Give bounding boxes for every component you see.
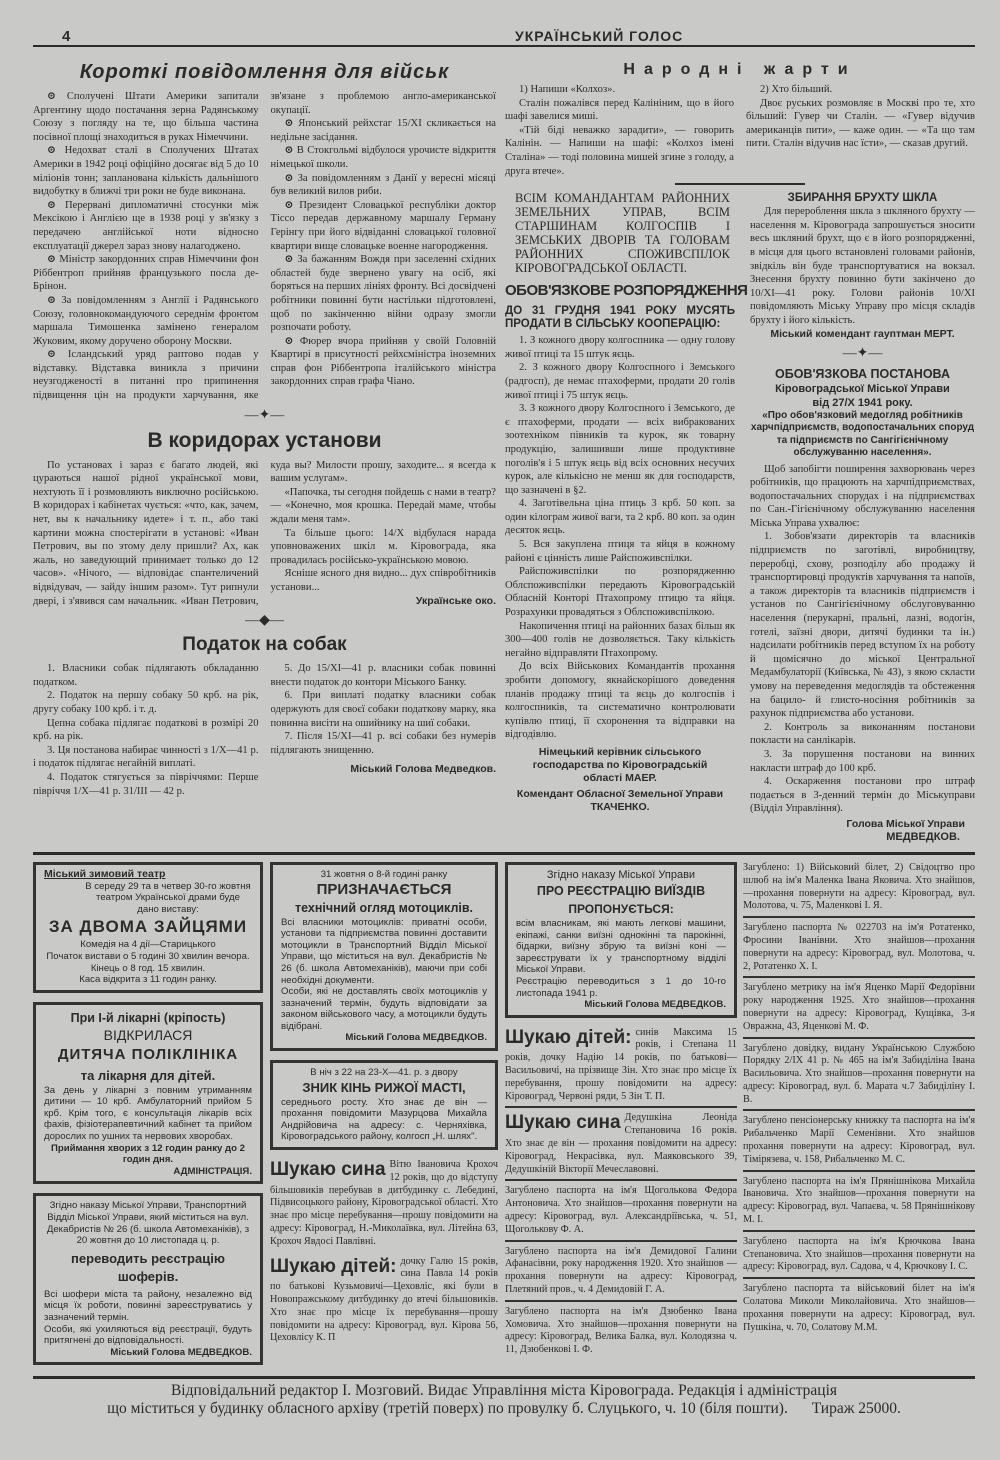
ad-text: 31 жовтня о 8-й годині ранку [320,868,448,880]
medical-body [750,463,975,816]
bullet-icon: ⊙ [47,199,65,211]
lost-notice: Загублено паспорта на ім'я Крючкова Івана Степановича. Хто знайшов—прохання повернути на адресу: Кіровоград, вул. Садова, ч 4, Крючкову І. С. [743,1236,975,1279]
paragraph: 1. З кожного двору колгоспника — одну голову живої птиці та 15 штук яєць. [505,335,735,360]
corridors-title: В коридорах установи [147,428,382,452]
news-item: ⊙ Фюрер вчора прийняв у своїй Головній Квартирі в присутності рейхсміністра іноземних справ фон Ріббентропа італійського міністра закордонних справ графа Чіано. [270,335,497,388]
ad-signature: Міський Голова МЕДВЕДКОВ. [584,999,726,1011]
bullet-icon: ⊙ [47,349,68,361]
ad-lost-horse [270,1060,498,1150]
divider [675,183,805,185]
paragraph: 1. Зобов'язати директорів та власників підприємств по заготівлі, виробництву, переробці, схову, розподілу або продажу й транспортировці продуктів харчування та напоїв, а також директорів та власників підприємств і установ по Сангігієнічному обслуговуванню населення (перукарні, пральні, лазні, водогін, готелі, заїзні двори, дитячі будинки та ін.) надсилати робітників перед вступом їх на роботу й щомісячно до міської Центральної Медамбулаторії (Київська, № 43), з якою скласти умову на переведення медоглядів та обстеження на бацило- й глисто-носіння робітників за рахунок підприємства або установи. [750,531,975,720]
ad-text: ПРОПОНУЄТЬСЯ: [568,901,674,916]
ornament-divider: —✦— [244,407,285,423]
bullet-icon: ⊙ [284,335,300,347]
ad-heading: Міський зимовий театр [44,867,166,880]
ads-column-4 [743,862,975,1342]
paragraph: Двоє руських розмовляє в Москві про те, хто більший: Гувер чи Сталін. — «Гувер відучив американців пити», — каже один. — «Та що там пити. Сталін відучив нас їсти», — сказав другий. [746,97,975,150]
notices-column [750,191,975,844]
ad-seek-son-1 [270,1159,498,1252]
ad-text: всім власникам, які мають легкові машини, екіпажі, санки виїзні однокінні та парокінні, бідарки, виїзну збрую та виїзні коні — зареєструвати їх у транспортному відділі Міської Управи. [516,917,726,976]
corridors-signature: Українське око. [415,594,496,607]
bullet-icon: ⊙ [284,145,297,157]
ornament-divider: —◆— [245,613,284,629]
paragraph: Цепна собака підлягає податкові в розмірі 20 крб. на рік. [33,717,259,743]
paragraph: Щоб запобігти поширення захворювань через робітників, що працюють на харчпідприємствах, водопостачальних спорудах і на підприємствах по Сан.-Гігієнічному обслужуванню населення Міська Управа ухвалює: [750,463,975,529]
paragraph: Для перероблення шкла з шкляного брухту — населення м. Кіровограда запрошується зносити весь шкляний брухт, що є в його розпорядженні, в місця для цього встановлені головами районів, звідкіль він буде транспортуватися на вокзал. Знесення брухту повинно бути закінчено до 10/XI—41 року. Голови районів 10/XI повідомляють Міську Управу про місця складів брухту і його кількість. [750,206,975,326]
bullet-icon: ⊙ [47,145,65,157]
jokes-body [505,83,975,178]
ads-column-1 [33,862,263,1374]
ad-text: синів Максима 15 років, і Степана 11 років, дочку Надію 14 років, по батькові—Васильовичі, на прізвище Зін. Хто знає про місце їх перебування, прошу повідомити на адресу: Кіровоград, Червоні ряди, 5 Зін Т. П. [505,1026,737,1102]
ad-text: Всі шофери міста та району, незалежно від місця їх роботи, повинні зареєструватись у зазначений термін. [44,1288,252,1323]
lost-notice: Загублено пенсіонерську книжку та паспорта на ім'я Рибальченко Марії Семенівни. Хто знайшов прохання повернути на адресу: Кіровоград, вул. Тімірязева, ч. 158, Рибальченко М. С. [743,1115,975,1171]
ad-signature: Міський Голова МЕДВЕДКОВ. [110,1346,252,1358]
lost-notice: Загублено паспорта № 022703 на ім'я Ротатенко, Фросини Іванівни. Хто знайшов—прохання повернути на адресу: Кіровоград, вул. Молотова, ч. 2, Ротатенко Х. І. [743,922,975,978]
ad-text: Комедія на 4 дії—Старицького [80,939,216,951]
news-item: ⊙ Президент Словацької республіки доктор Тіссо передав державному маршалу Герману Герінгу при його відвіданні словацької головної квартири вище словацьке военне нагородження. [270,199,496,252]
ad-heading: Шукаю дітей: [270,1255,397,1277]
bullet-icon: ⊙ [284,118,299,130]
ad-vehicle-registration [505,862,737,1018]
ad-moto-title: ПРИЗНАЧАЄТЬСЯ [316,880,452,898]
ad-text: При І-й лікарні (кріпость) [70,1010,226,1025]
news-item: ⊙ Ісландський уряд раптово подав у відставку. Відставка виникла з причини неузгодженості в питанні про припинення підвищення цін на продукти харчування, яке зв'язане з проблемою англо-американської окупації. [33,91,496,402]
bullet-icon: ⊙ [47,294,62,306]
news-item: ⊙ За бажанням Вождя при заселенні східних областей буде звернено увагу на осіб, які боряться на перших лініях фронту. Всі досвідчені робітники повинні бути настільки підготовлені, щоб по закінченню війни одразу змогли розпочати роботу. [270,254,496,334]
lost-notice: Загублено паспорта та військовий білет на ім'я Солатова Миколи Миколайовича. Хто знайшов—прохання повернути на адресу: Кіровоград, вул. Пушкіна, ч. 70, Солатову М.М. [743,1283,975,1333]
news-item: ⊙ В Стокгольмі відбулося урочисте відкриття німецької школи. [270,145,496,170]
dog-tax-body [33,662,496,798]
medical-sub1: Кіровоградської Міської Управи [775,382,950,395]
ad-text: За день у лікарні з повним утриманням дитини — 10 крб. Амбулаторний прийом 5 крб. Крім того, є консультація лікарів всіх фахів, фізіотерапевтичний кабінет та прийом дорослих по ушних та нервових хворобах. [44,1084,252,1143]
ad-seek-children-1 [270,1256,498,1349]
ad-clinic-title: ДИТЯЧА ПОЛІКЛІНІКА [57,1045,239,1063]
upper-section [33,61,975,844]
medical-date: від 27/X 1941 року. [812,396,913,409]
lost-notice: Загублено: 1) Військовий білет, 2) Свідоцтво про шлюб на ім'я Маленка Івана Яковича. Хто знайшов,—прохання повернути на адресу: Кіровоград, вул. Молотова, ч. 75, Маленкові І. Я. [743,862,975,918]
paragraph: 3. З кожного двору Колгоспного і Земського, де є птахоферми, продати — всіх вибракованих зоотехніком півників та курок, як товарну продукцію, залишивши лише продуктивне поголів'я і 5 штук яєць від всіх основних несучих курок, але кількісно не менш як для господарств, що зазначені в §2. [505,403,735,496]
paragraph: 2. З кожного двору Колгоспного і Земського (радгосп), де немає птахоферми, продати 20 голів живої птиці і 75 штук яєць. [505,362,735,401]
glass-title: ЗБИРАННЯ БРУХТУ ШКЛА [787,192,938,205]
paragraph: 1) Напиши «Колхоз». [519,84,616,95]
paragraph: Накопичення птиці на районних базах більш як 300—400 голів не дозволяється. Таку кількість негайно відправляти Птахопрому. [505,620,735,659]
bullet-icon: ⊙ [284,172,298,184]
paragraph: 1. Власники собак підлягають обкладанню податком. [33,663,259,688]
lost-notice: Загублено паспорта на ім'я Щоголькова Федора Антоновича. Хто знайшов—прохання повернути на адресу: Кіровоград, вул. Александріївська, ч. 51, Щоголькову Ф. А. [505,1185,737,1241]
circulation: Тираж 25000. [811,1400,901,1418]
dog-tax-title: Податок на собак [182,634,347,656]
ad-text: Згідно наказу Міської Управи [546,868,696,881]
ad-signature: Міський Голова МЕДВЕДКОВ. [345,1032,487,1044]
newspaper-title: УКРАЇНСЬКИЙ ГОЛОС [515,28,684,44]
paragraph: 6. При виплаті податку власники собак одержують для своєї собаки податкову марку, яка повинна висіти на ошийнику на шиї собаки. [270,690,496,729]
lost-notice: Загублено паспорта на ім'я Прянішнікова Михайла Івановича. Хто знайшов—прохання повернути на адресу: Кіровоград, вул. Чапаєва, ч. 58 Прянішнікову М. І. [743,1176,975,1232]
paragraph: 4. Заготівельна ціна птиць 3 крб. 50 коп. за один кілограм живої ваги, та 2 крб. 80 коп. за один десяток яєць. [505,498,735,537]
ad-signature: АДМІНІСТРАЦІЯ. [173,1165,252,1177]
ad-clinic [33,1002,263,1185]
ad-seek-children-2 [505,1027,737,1109]
ad-play-title: ЗА ДВОМА ЗАЙЦЯМИ [48,917,248,937]
ad-text: Реєстрацію переводиться з 1 до 10-го листопада 1941 р. [516,975,726,999]
paragraph: Сталін пожалівся перед Калініним, що в його шафі завелися миші. [505,97,734,123]
paragraph: 5. До 15/XI—41 р. власники собак повинні внести податок до контори Міського Банку. [270,663,496,688]
short-news-body [33,90,496,403]
paragraph: 7. Після 15/XI—41 р. всі собаки без нумерів підлягають знищенню. [270,731,496,756]
ads-section [33,862,975,1374]
paragraph: Райспоживспілки по розпорядженню Облспоживспілки передають Кіровоградській Обласній Конторі Птахопрому птицю та яйця. Розрахунки провадяться з Облспоживспілкою. [505,566,735,619]
ad-text: Особи, які не доставлять своїх мотоциклів у зазначений термін, будуть відповідати за законом військового часу, а мотоцикли будуть відібрані. [281,986,487,1032]
ornament-divider: —✦— [842,345,883,361]
ad-heading: Шукаю дітей: [505,1026,632,1048]
paragraph: 5. Вся закуплена птиця та яйця в кожному районі є цінність лише Райспоживспілки. [505,539,735,564]
paragraph: 3. Ця постанова набирає чинності з 1/X—41 р. і податок підлягає негайній виплаті. [33,744,259,770]
ad-text: та лікарня для дітей. [80,1067,216,1083]
ad-drivers [33,1193,263,1365]
medical-subject: «Про обов'язковий медогляд робітників харчпідприємств, водопостачальних споруд та підприємств по Сангігієнічному обслужуванню населення». [750,409,975,458]
right-half [505,61,975,844]
footer-line-1: Відповідальний редактор І. Мозговий. Видає Управління міста Кіровограда. Редакція і адміністрація [170,1382,838,1400]
ad-text: Особи, які ухиляються від реєстрації, будуть притягнені до відповідальності. [44,1323,252,1347]
paragraph: 2. Податок на першу собаку 50 крб. на рік, другу собаку 100 крб. і т. д. [33,690,259,715]
bullet-icon: ⊙ [47,91,67,102]
ads-column-2 [270,862,498,1352]
ad-text: ВІДКРИЛАСЯ [103,1026,193,1043]
lost-notice: Загублено паспорта на ім'я Демидової Галини Афанасівни, року народження 1920. Хто знайшов —прохання повернути на адресу: Кіровоград, Плетяний пров., ч. 4 Демидовій Г. А. [505,1246,737,1302]
medical-title: ОБОВ'ЯЗКОВА ПОСТАНОВА [775,366,950,381]
ad-text: технічний огляд мотоциклів. [294,900,474,915]
ad-text: середнього росту. Хто знає де він — прохання повідомити Мазурцова Михайла Андрійовича на адресу: с. Черняхівка, Кіровоградського району, колгосп „Н. шлях". [281,1096,487,1143]
ad-seek-son-2 [505,1112,737,1181]
ad-text: Каса відкрита з 11 годин ранку. [79,974,217,986]
medical-signature-name: МЕДВЕДКОВ. [886,830,960,843]
poultry-headline: ОБОВ'ЯЗКОВЕ РОЗПОРЯДЖЕННЯ [505,282,748,300]
paragraph: 3. За порушення постанови на винних накласти штраф до 100 крб. [750,748,975,774]
news-item: ⊙ Японський рейхстаг 15/XI скликається на недільне засідання. [270,118,496,143]
poultry-signature-tkachenko: Комендант Обласної Земельної Управи ТКАЧЕНКО. [516,787,724,813]
footer-line-2: що міститься у будинку обласного архіву (третій поверх) по провулку б. Слуцького, ч. 10 (біля пошти). [107,1400,788,1418]
ad-vehicles-title: ПРО РЕЄСТРАЦІЮ ВИЇЗДІВ [536,883,706,898]
page-number: 4 [62,28,71,45]
news-item: ⊙ За повідомленням з Англії і Радянського Союзу, головнокомандуючого середнім фронтом маршала Тимошенка замінено генералом Жуковим, якому доручено оборону Москви. [33,294,259,347]
paragraph: По установах і зараз є багато людей, які цураються нашої рідної української мови, нехтують її і розмовляють виключно російською. В коридорах і кабінетах чується: «что, как, зачем, нет, вы к начальнику идете» і т. п., або такі картини можна спостерігати в установі: «Иван Петрович, вы по этому делу пришли? Ах, как жаль, но заведующий принимает только до 12 часов». «Нічого, — відповідає спантеличений відвідувач, — зайду іншим разом». Тут рипнули двері, і з'явився сам начальник. «Иван Петрович, куда вы? Милости прошу, заходите... я всегда к вашим услугам». [33,459,496,607]
ad-drivers-title: переводить реєстрацію шоферів. [71,1250,225,1284]
news-item: ⊙ За повідомленням з Данії у вересні місяці був великий вилов риби. [270,172,496,198]
ad-text: Вітю Івановича Крохоч 12 років, що до відступу більшовиків перебував в дитбудинку с. Лебедині, Підвисоцького району, Кіровоградської області. Хто знає про місце перебування—прошу повідомити на адресу: Кіровоград, Н.-Миколаївка, вул. Літейна 63, Крохоч Явдосі Павлівні. [270,1159,498,1247]
paragraph: 4. Податок стягується за півріччями: Перше півріччя 1/X—41 р. 31/III — 42 р. [33,771,259,797]
poultry-body [505,334,735,742]
bullet-icon: ⊙ [284,254,298,266]
lost-notice: Загублено довідку, видану Українською Службою Порядку 2/IX 41 р. № 465 на ім'я Забиділіна Івана Васильовича. Хто знайшов—прохання повернути на адресу: Кіровоград, вул. б. Марата ч.7 Забиділіну І. В. [743,1043,975,1112]
ad-text: Згідно наказу Міської Управи, Транспортний Відділ Міської Управи, який міститься на вул. Декабристів № 26 (б. школа Автомеханіків), з 20 жовтня до 10 листопада ц. р. [46,1200,250,1247]
poultry-signature-maer: Німецький керівник сільського господарства по Кіровоградській області МАЕР. [532,745,708,784]
ad-text: Початок вистави о 5 годині 30 хвилин вечора. Кінець о 8 год. 15 хвилин. [46,950,250,974]
corridors-body [33,459,496,609]
news-item: ⊙ Сполучені Штати Америки запитали Аргентину щодо постачання зерна Радянському Союзу з погляду на те, що більша частина посівної площі знаходиться в руках Німеччини. [33,91,259,143]
paragraph: «Тій біді неважко зарадити», — говорить Калінін. — Напиши на шафі: «Колхоз імені Сталіна» — тоді половина мишей згине з голоду, а друга втече». [505,124,734,177]
section-rule [33,852,975,855]
paragraph: Та більше цього: 14/X відбулася нарада уповноважених шкіл м. Кіровограда, яка провадилась російсько-українською мовою. [270,527,496,566]
left-column [33,61,496,798]
bullet-icon: ⊙ [284,199,300,211]
poultry-subhead: ДО 31 ГРУДНЯ 1941 РОКУ МУСЯТЬ ПРОДАТИ В СІЛЬСЬКУ КООПЕРАЦІЮ: [505,305,735,331]
news-item: ⊙ Перервані дипломатичні стосунки між Мексікою і Англією ще в 1938 році у зв'язку з передачею англійської ноти відносно експлуатації джерел зараз знову налагоджено. [33,199,259,252]
poultry-appeal: ВСІМ КОМАНДАНТАМ РАЙОННИХ ЗЕМЕЛЬНИХ УПРАВ, ВСІМ СТАРШИНАМ КОЛГОСПІВ І ЗЕМСЬКИХ ДВОРІВ ТА ГОЛОВАМ РАЙОННИХ СПОЖИВСПІЛОК КІРОВОГРАДСЬКОЇ ОБЛАСТІ. [515,191,730,276]
glass-text [750,205,975,327]
news-item: ⊙ Міністр закордонних справ Німеччини фон Ріббентроп прийняв французького посла де-Брінон. [33,254,259,293]
ad-text: В середу 29 та в четвер 30-го жовтня театром Української драми буде дано виставу: [85,880,251,915]
medical-signature-title: Голова Міської Управи [846,817,965,830]
ad-motorcycles [270,862,498,1051]
paragraph: 2. Контроль за виконанням постанови покласти на санлікарів. [750,721,975,747]
dog-tax-signature: Міський Голова Медведков. [350,763,496,776]
poultry-column [505,191,748,814]
ad-text: дочку Галю 15 років, сина Павла 14 років по батькові Кузьмовичі—Цеховліс, які були в Новопражському дитбудинку до втечі більшовиків. Хто знає про місце їх перебування—прошу повідомити на адресу: Кіровоград, вул. Кірова 56, Цеховлісу К. П [270,1255,498,1344]
paragraph: До всіх Військових Командантів прохання зробити допомогу, якнайскорішого доведення планів продажу птиці та яєць до колгоспів і колгоспників, та систематично контролювати купівлю птиці, її схоронення та відправки на відгодівлю. [505,661,735,741]
ad-text: Всі власники мотоциклів: приватні особи, установи та підприємства повинні доставити мотоцикли в Транспортний Відділ Міської Управи, що міститься на вул. Декабристів № 26 (б. школа Автомеханіків), маючи при собі необхідні документи. [281,916,487,986]
short-news-title: Короткі повідомлення для військ [79,61,450,83]
jokes-title: Народні жарти [623,61,857,78]
ads-column-3 [505,862,737,1364]
glass-signature: Міський комендант гауптман МЕРТ. [770,327,955,340]
ad-text: Приймання хворих з 12 годин ранку до 2 годин дня. [50,1142,245,1166]
ad-text: Дедушкіна Леоніда Степановича 16 років. Хто знає де він — прохання повідомити на адресу: Кіровоград, Некрасівка, вул. Маяковського 39, Дедушкіній Вікторії Мечеславовні. [505,1112,737,1175]
ad-heading: Шукаю сина [505,1112,621,1134]
lost-notice: Загублено метрику на ім'я Яценко Марії Федорівни року народження 1925. Хто знайшов—прохання повернути на адресу: Кіровоград, Кущівка, 3-я Овражна, 43, Яценкові М. Ф. [743,982,975,1038]
news-item: ⊙ Недохват сталі в Сполучених Штатах Америки в 1942 році офіційно досягає від 5 до 10 мілiонів тонн; запланована кількість дальнішого видобутку в ближчі три роки не буде виконана. [33,145,259,198]
bullet-icon: ⊙ [47,254,60,266]
paragraph: Ясніше ясного дня видно... дух співробітників установи... [270,568,496,593]
paragraph: «Папочка, ты сегодня пойдешь с нами в театр? — «Конечно, моя крошка. Передай маме, чтобы ждали меня там». [270,486,497,526]
ad-text: В ніч з 22 на 23-X—41. р. з двору [310,1067,458,1079]
ad-theatre [33,862,263,993]
paragraph: 2) Хто більший. [760,84,833,95]
header [33,28,975,47]
paragraph: 4. Оскарження постанови про штраф подається в 3-денний термін до Міськуправи (Відділ Управління). [750,776,975,815]
footer [33,1376,975,1418]
ad-heading: Шукаю сина [270,1159,386,1181]
ad-horse-title: ЗНИК КІНЬ РИЖОЇ МАСТІ, [302,1079,466,1095]
lost-notice: Загублено паспорта на ім'я Дзюбенко Івана Хомовича. Хто знайшов—прохання повернути на адресу: Кіровоград, Велика Балка, вул. Колодязна ч. 11, Дзюбенкові І. Ф. [505,1305,737,1356]
